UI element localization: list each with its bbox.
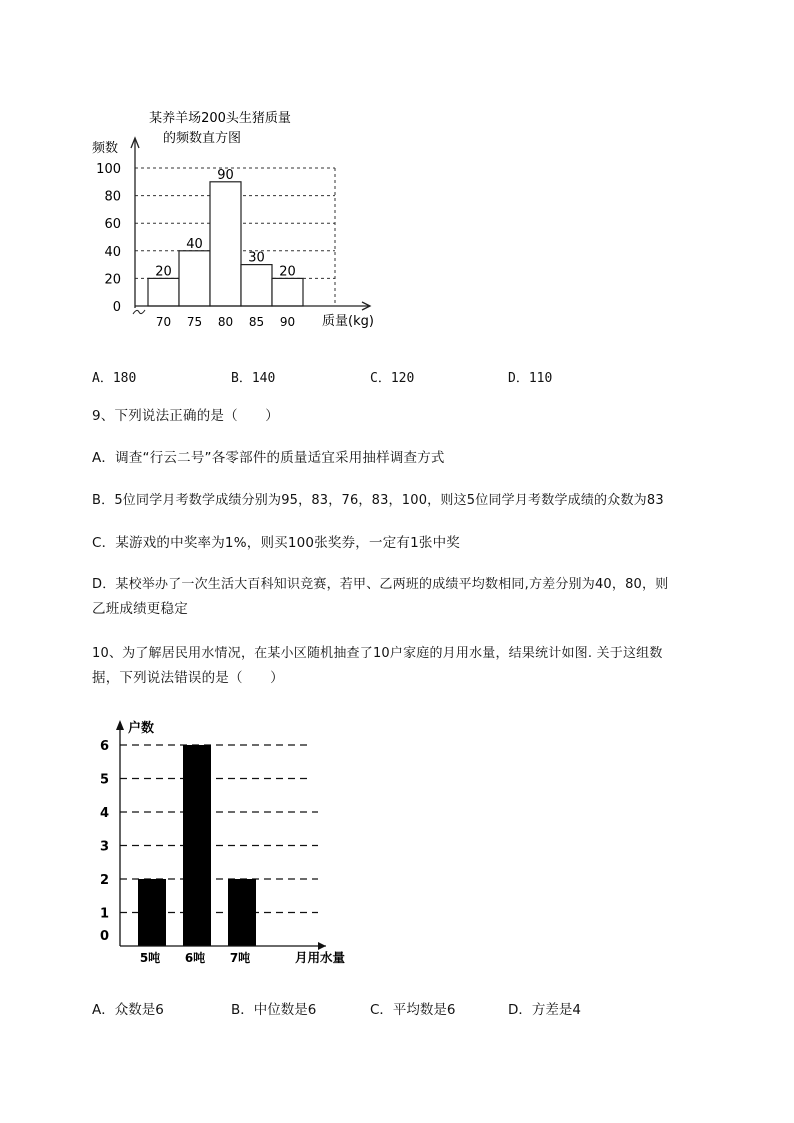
chart1-bar bbox=[179, 251, 210, 306]
chart2-y-axis-label: 户数 bbox=[128, 721, 155, 736]
chart2-bar bbox=[138, 879, 166, 946]
chart2-y-tick-label: 5 bbox=[99, 772, 109, 788]
chart1-bar bbox=[241, 265, 272, 306]
q9-option-a[interactable]: A．调查“行云二号”各零部件的质量适宜采用抽样调查方式 bbox=[92, 450, 445, 466]
chart2-bar bbox=[228, 879, 256, 946]
chart2-x-tick-label: 6吨 bbox=[184, 951, 206, 965]
chart2-y-tick-label: 4 bbox=[99, 806, 109, 821]
chart1-y-tick-label: 60 bbox=[104, 217, 121, 233]
chart2-x-arrow-icon bbox=[318, 942, 326, 950]
chart1-y-tick-label: 40 bbox=[104, 244, 121, 260]
chart1-y-axis-label: 频数 bbox=[92, 141, 119, 156]
chart2-bar bbox=[183, 745, 211, 946]
water-usage-chart bbox=[90, 712, 370, 972]
chart1-x-ticks bbox=[156, 315, 295, 329]
chart1-data-label: 20 bbox=[279, 264, 296, 280]
chart1-bar bbox=[148, 278, 179, 306]
q9-stem: 9、下列说法正确的是（ ） bbox=[92, 408, 279, 424]
chart2-y-tick-label: 0 bbox=[99, 929, 109, 944]
q9-option-c[interactable]: C．某游戏的中奖率为1%，则买100张奖券，一定有1张中奖 bbox=[92, 535, 460, 551]
q10-option-c[interactable]: C．平均数是6 bbox=[370, 1002, 456, 1018]
chart1-data-label: 20 bbox=[155, 264, 172, 280]
chart1-data-label: 30 bbox=[248, 250, 265, 266]
q8-option-a[interactable]: A．180 bbox=[92, 371, 137, 386]
chart2-y-tick-label: 3 bbox=[99, 839, 109, 855]
chart1-data-label: 90 bbox=[217, 167, 234, 183]
chart1-y-tick-label: 100 bbox=[96, 162, 121, 177]
q10-stem-line2: 据，下列说法错误的是（ ） bbox=[92, 670, 284, 686]
chart1-x-tick-label: 85 bbox=[248, 315, 265, 329]
q9-option-d-line2: 乙班成绩更稳定 bbox=[92, 601, 188, 617]
q8-option-c[interactable]: C．120 bbox=[370, 371, 415, 386]
chart1-x-tick-label: 75 bbox=[186, 315, 203, 329]
chart2-bars bbox=[138, 745, 256, 946]
q10-option-b[interactable]: B．中位数是6 bbox=[231, 1002, 317, 1018]
chart2-x-axis-label: 月用水量 bbox=[295, 950, 346, 965]
chart1-y-ticks bbox=[96, 162, 121, 315]
chart1-y-tick-label: 80 bbox=[104, 189, 121, 205]
chart2-x-tick-label: 7吨 bbox=[229, 951, 251, 965]
chart1-x-axis-label: 质量(kg) bbox=[322, 314, 374, 329]
chart1-bar bbox=[210, 182, 241, 306]
chart2-x-ticks bbox=[140, 950, 250, 965]
chart1-x-tick-label: 90 bbox=[279, 315, 296, 329]
chart2-y-tick-label: 6 bbox=[99, 739, 109, 754]
q9-option-b[interactable]: B．5位同学月考数学成绩分别为95，83，76，83，100，则这5位同学月考数学成绩的众数为83 bbox=[92, 493, 664, 508]
chart2-y-tick-label: 2 bbox=[99, 873, 109, 888]
chart1-bar bbox=[272, 278, 303, 306]
chart2-y-ticks bbox=[100, 739, 109, 944]
chart1-x-tick-label: 80 bbox=[217, 315, 234, 329]
chart1-title-line2: 的频数直方图 bbox=[162, 131, 242, 146]
q10-option-d[interactable]: D．方差是4 bbox=[508, 1002, 581, 1018]
chart1-y-tick-label: 0 bbox=[112, 300, 121, 315]
q9-option-d-line1[interactable]: D．某校举办了一次生活大百科知识竞赛，若甲、乙两班的成绩平均数相同,方差分别为40，80，则 bbox=[92, 577, 669, 592]
chart1-bars bbox=[148, 182, 303, 306]
q10-option-a[interactable]: A．众数是6 bbox=[92, 1002, 164, 1018]
q10-stem-line1: 10、为了解居民用水情况，在某小区随机抽查了10户家庭的月用水量，结果统计如图. 关于这组数 bbox=[92, 646, 663, 661]
chart1-data-label: 40 bbox=[186, 236, 203, 252]
chart2-y-arrow-icon bbox=[116, 720, 124, 730]
chart1-axis-break-icon bbox=[133, 310, 145, 314]
q8-option-b[interactable]: B．140 bbox=[231, 371, 276, 386]
chart1-y-tick-label: 20 bbox=[104, 272, 121, 288]
q8-option-d[interactable]: D．110 bbox=[508, 371, 553, 386]
chart2-x-tick-label: 5吨 bbox=[139, 951, 161, 965]
chart2-y-tick-label: 1 bbox=[99, 906, 109, 922]
chart1-title-line1: 某养羊场200头生猪质量 bbox=[149, 111, 291, 126]
histogram-chart bbox=[80, 100, 400, 340]
chart1-x-tick-label: 70 bbox=[155, 315, 172, 329]
